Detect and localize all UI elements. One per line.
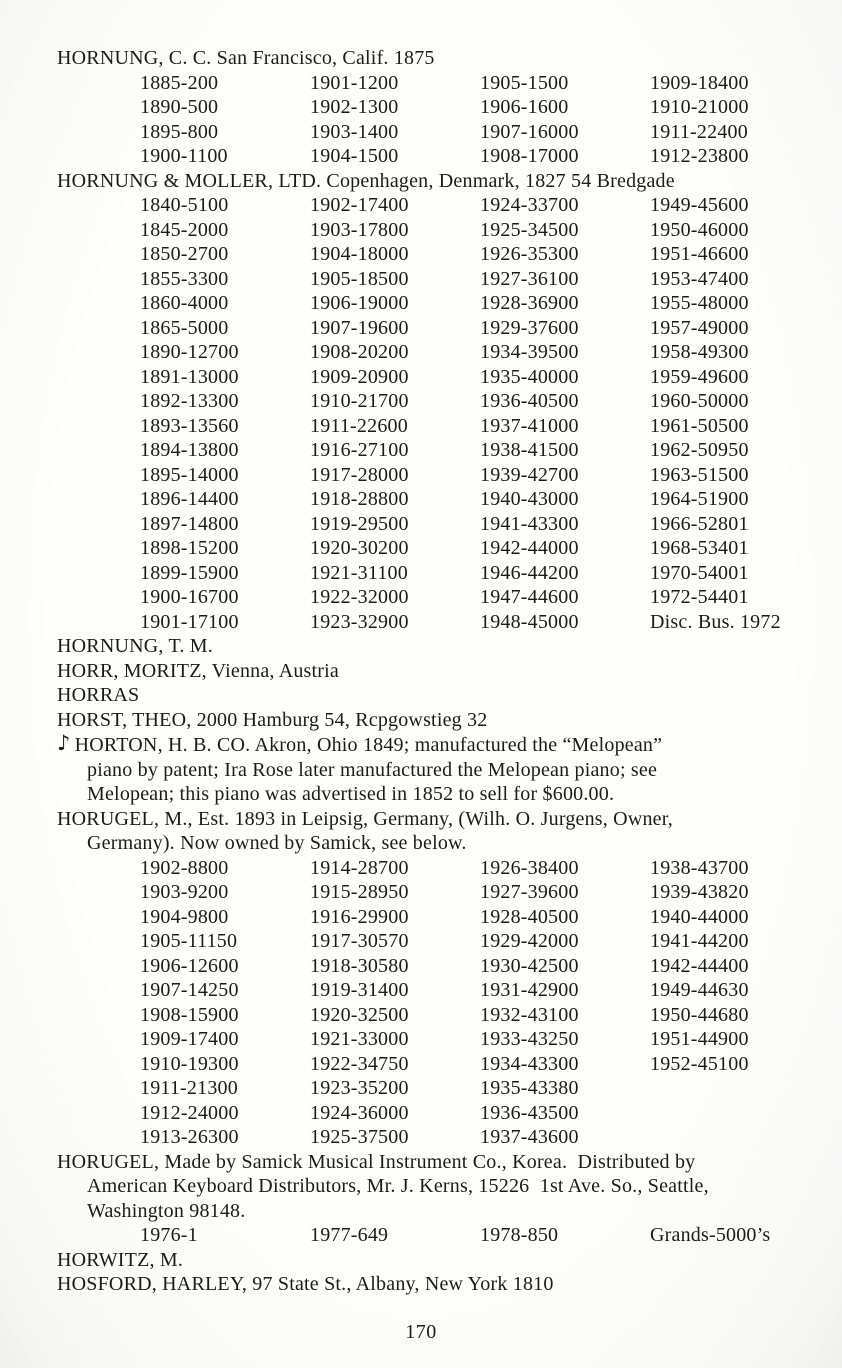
year-serial-cell: 1960-50000 — [650, 390, 749, 412]
entry-heading: HORST, THEO, 2000 Hamburg 54, Rcpgowstieg 32 — [57, 708, 488, 731]
year-serial-cell: 1938-41500 — [480, 439, 579, 461]
year-serial-cell: 1937-43600 — [480, 1126, 579, 1148]
year-serial-cell: 1860-4000 — [140, 292, 229, 314]
entry-heading-continuation: piano by patent; Ira Rose later manufactured the Melopean piano; see — [87, 758, 658, 781]
entry-heading: HOSFORD, HARLEY, 97 State St., Albany, New York 1810 — [57, 1273, 554, 1295]
year-serial-cell: 1934-39500 — [480, 341, 579, 363]
entry — [57, 46, 822, 169]
page-number: 170 — [405, 1321, 437, 1343]
year-serial-cell: 1921-33000 — [310, 1028, 409, 1050]
year-serial-cell: 1908-17000 — [480, 145, 579, 167]
table-row — [140, 414, 822, 439]
year-serial-cell: 1923-32900 — [310, 610, 409, 633]
year-serial-cell: 1845-2000 — [140, 218, 229, 241]
table-row — [140, 389, 822, 414]
year-serial-cell: 1923-35200 — [310, 1077, 409, 1099]
serial-number-table — [57, 856, 822, 1150]
year-serial-cell: 1906-12600 — [140, 954, 239, 977]
year-serial-cell: 1927-39600 — [480, 881, 579, 903]
entry-heading: ♪ HORTON, H. B. CO. Akron, Ohio 1849; manufactured the “Melopean” — [57, 731, 663, 756]
year-serial-cell: 1978-850 — [480, 1224, 559, 1246]
table-row — [140, 880, 822, 905]
entry — [57, 1272, 822, 1297]
year-serial-cell: 1941-43300 — [480, 512, 579, 535]
table-row — [140, 365, 822, 390]
table-row — [140, 1052, 822, 1077]
year-serial-cell: 1907-16000 — [480, 120, 579, 143]
entry — [57, 683, 822, 708]
year-serial-cell: 1905-11150 — [140, 930, 238, 952]
year-serial-cell: 1899-15900 — [140, 561, 239, 584]
entry-heading: HORUGEL, M., Est. 1893 in Leipsig, Germany, (Wilh. O. Jurgens, Owner, — [57, 807, 674, 830]
year-serial-cell: 1903-9200 — [140, 881, 229, 903]
year-serial-cell: 1939-42700 — [480, 463, 579, 486]
year-serial-cell: 1902-1300 — [310, 96, 399, 118]
year-serial-cell: 1938-43700 — [650, 856, 749, 879]
year-serial-cell: 1930-42500 — [480, 954, 579, 977]
entry-heading: HORWITZ, M. — [57, 1248, 184, 1271]
year-serial-cell: 1947-44600 — [480, 586, 579, 608]
year-serial-cell: 1955-48000 — [650, 292, 749, 314]
year-serial-cell: 1850-2700 — [140, 243, 229, 265]
table-row — [140, 929, 822, 954]
year-serial-cell: Disc. Bus. 1972 — [650, 610, 781, 633]
year-serial-cell: 1970-54001 — [650, 561, 749, 584]
year-serial-cell: 1936-43500 — [480, 1101, 579, 1124]
year-serial-cell: 1936-40500 — [480, 390, 579, 412]
year-serial-cell: 1950-44680 — [650, 1003, 749, 1026]
year-serial-cell: 1840-5100 — [140, 194, 229, 216]
year-serial-cell: 1926-35300 — [480, 243, 579, 265]
year-serial-cell: 1922-32000 — [310, 586, 409, 608]
entry — [57, 169, 822, 635]
entry-heading-continuation: Germany). Now owned by Samick, see below. — [87, 832, 467, 854]
entry-heading-continuation: Washington 98148. — [87, 1199, 246, 1222]
year-serial-cell: 1909-17400 — [140, 1028, 239, 1050]
year-serial-cell: 1950-46000 — [650, 218, 749, 241]
table-row — [140, 610, 822, 635]
year-serial-cell: 1900-16700 — [140, 586, 239, 608]
year-serial-cell: Grands-5000’s — [650, 1224, 771, 1246]
table-row — [140, 242, 822, 267]
year-serial-cell: 1901-17100 — [140, 610, 239, 633]
year-serial-cell: 1918-30580 — [310, 954, 409, 977]
year-serial-cell: 1909-18400 — [650, 71, 749, 94]
year-serial-cell: 1903-1400 — [310, 120, 399, 143]
year-serial-cell: 1892-13300 — [140, 390, 239, 412]
year-serial-cell: 1932-43100 — [480, 1003, 579, 1026]
year-serial-cell: 1966-52801 — [650, 512, 749, 535]
year-serial-cell: 1918-28800 — [310, 488, 409, 510]
year-serial-cell: 1902-8800 — [140, 856, 229, 879]
year-serial-cell: 1909-20900 — [310, 365, 409, 388]
year-serial-cell: 1910-19300 — [140, 1052, 239, 1075]
table-row — [140, 536, 822, 561]
table-row — [140, 438, 822, 463]
table-row — [140, 1223, 822, 1248]
year-serial-cell: 1911-21300 — [140, 1077, 238, 1099]
table-row — [140, 856, 822, 881]
year-serial-cell: 1855-3300 — [140, 267, 229, 290]
year-serial-cell: 1946-44200 — [480, 561, 579, 584]
year-serial-cell: 1921-31100 — [310, 561, 408, 584]
year-serial-cell: 1905-1500 — [480, 71, 569, 94]
year-serial-cell: 1977-649 — [310, 1224, 389, 1246]
year-serial-cell: 1912-24000 — [140, 1101, 239, 1124]
year-serial-cell: 1917-30570 — [310, 930, 409, 952]
year-serial-cell: 1919-31400 — [310, 979, 409, 1001]
year-serial-cell: 1911-22400 — [650, 120, 748, 143]
year-serial-cell: 1910-21000 — [650, 96, 749, 118]
year-serial-cell: 1902-17400 — [310, 194, 409, 216]
entry — [57, 1248, 822, 1273]
year-serial-cell: 1885-200 — [140, 71, 219, 94]
entry-heading: HORRAS — [57, 684, 140, 706]
year-serial-cell: 1962-50950 — [650, 439, 749, 461]
table-row — [140, 267, 822, 292]
year-serial-cell: 1976-1 — [140, 1224, 198, 1246]
year-serial-cell: 1928-40500 — [480, 905, 579, 928]
year-serial-cell: 1917-28000 — [310, 463, 409, 486]
year-serial-cell: 1919-29500 — [310, 512, 409, 535]
year-serial-cell: 1931-42900 — [480, 979, 579, 1001]
year-serial-cell: 1924-36000 — [310, 1101, 409, 1124]
year-serial-cell: 1964-51900 — [650, 488, 749, 510]
year-serial-cell: 1920-32500 — [310, 1003, 409, 1026]
year-serial-cell: 1891-13000 — [140, 365, 239, 388]
year-serial-cell: 1913-26300 — [140, 1126, 239, 1148]
table-row — [140, 463, 822, 488]
year-serial-cell: 1925-37500 — [310, 1126, 409, 1148]
year-serial-cell: 1910-21700 — [310, 390, 409, 412]
entry — [57, 634, 822, 659]
table-row — [140, 316, 822, 341]
year-serial-cell: 1939-43820 — [650, 881, 749, 903]
table-row — [140, 218, 822, 243]
year-serial-cell: 1949-44630 — [650, 979, 749, 1001]
entry-heading: HORUGEL, Made by Samick Musical Instrument Co., Korea. Distributed by — [57, 1150, 696, 1173]
year-serial-cell: 1908-20200 — [310, 341, 409, 363]
year-serial-cell: 1912-23800 — [650, 145, 749, 167]
year-serial-cell: 1894-13800 — [140, 439, 239, 461]
year-serial-cell: 1908-15900 — [140, 1003, 239, 1026]
year-serial-cell: 1890-500 — [140, 96, 219, 118]
table-row — [140, 120, 822, 145]
year-serial-cell: 1907-14250 — [140, 979, 239, 1001]
entry-heading: HORNUNG & MOLLER, LTD. Copenhagen, Denmark, 1827 54 Bredgade — [57, 169, 675, 192]
year-serial-cell — [650, 1125, 822, 1150]
year-serial-cell: 1898-15200 — [140, 537, 239, 559]
year-serial-cell: 1900-1100 — [140, 145, 228, 167]
year-serial-cell: 1958-49300 — [650, 341, 749, 363]
year-serial-cell: 1937-41000 — [480, 414, 579, 437]
year-serial-cell: 1948-45000 — [480, 610, 579, 633]
year-serial-cell: 1972-54401 — [650, 586, 749, 608]
year-serial-cell: 1924-33700 — [480, 194, 579, 216]
year-serial-cell: 1904-18000 — [310, 243, 409, 265]
year-serial-cell: 1957-49000 — [650, 316, 749, 339]
year-serial-cell: 1963-51500 — [650, 463, 749, 486]
entry-heading: HORR, MORITZ, Vienna, Austria — [57, 659, 339, 682]
table-row — [140, 193, 822, 218]
year-serial-cell: 1897-14800 — [140, 512, 239, 535]
year-serial-cell: 1916-27100 — [310, 439, 409, 461]
entry-heading-continuation: American Keyboard Distributors, Mr. J. Kerns, 15226 1st Ave. So., Seattle, — [87, 1175, 709, 1197]
table-row — [140, 978, 822, 1003]
table-row — [140, 291, 822, 316]
entry-heading: HORNUNG, C. C. San Francisco, Calif. 1875 — [57, 47, 435, 69]
year-serial-cell: 1911-22600 — [310, 414, 408, 437]
year-serial-cell: 1941-44200 — [650, 930, 749, 952]
year-serial-cell: 1934-43300 — [480, 1052, 579, 1075]
year-serial-cell: 1906-19000 — [310, 292, 409, 314]
year-serial-cell — [650, 1101, 822, 1126]
year-serial-cell: 1940-44000 — [650, 905, 749, 928]
music-note-icon: ♪ — [57, 731, 71, 755]
year-serial-cell: 1942-44000 — [480, 537, 579, 559]
table-row — [140, 1027, 822, 1052]
year-serial-cell: 1929-37600 — [480, 316, 579, 339]
year-serial-cell: 1949-45600 — [650, 194, 749, 216]
year-serial-cell: 1927-36100 — [480, 267, 579, 290]
year-serial-cell: 1906-1600 — [480, 96, 569, 118]
year-serial-cell: 1890-12700 — [140, 341, 239, 363]
year-serial-cell: 1925-34500 — [480, 218, 579, 241]
serial-number-table — [57, 193, 822, 634]
year-serial-cell: 1920-30200 — [310, 537, 409, 559]
year-serial-cell: 1935-43380 — [480, 1077, 579, 1099]
entry — [57, 732, 822, 807]
year-serial-cell: 1940-43000 — [480, 488, 579, 510]
year-serial-cell: 1928-36900 — [480, 292, 579, 314]
year-serial-cell: 1895-800 — [140, 120, 219, 143]
year-serial-cell: 1916-29900 — [310, 905, 409, 928]
year-serial-cell: 1915-28950 — [310, 881, 409, 903]
year-serial-cell: 1901-1200 — [310, 71, 399, 94]
table-row — [140, 71, 822, 96]
table-row — [140, 95, 822, 120]
year-serial-cell: 1893-13560 — [140, 414, 239, 437]
year-serial-cell: 1896-14400 — [140, 488, 239, 510]
year-serial-cell: 1903-17800 — [310, 218, 409, 241]
serial-number-table — [57, 1223, 822, 1248]
entry — [57, 708, 822, 733]
table-row — [140, 1101, 822, 1126]
year-serial-cell: 1968-53401 — [650, 537, 749, 559]
table-row — [140, 585, 822, 610]
table-row — [140, 905, 822, 930]
year-serial-cell: 1895-14000 — [140, 463, 239, 486]
year-serial-cell: 1951-44900 — [650, 1028, 749, 1050]
entry-heading-continuation: Melopean; this piano was advertised in 1852 to sell for $600.00. — [87, 783, 615, 805]
table-row — [140, 1076, 822, 1101]
year-serial-cell — [650, 1076, 822, 1101]
year-serial-cell: 1961-50500 — [650, 414, 749, 437]
year-serial-cell: 1935-40000 — [480, 365, 579, 388]
table-row — [140, 340, 822, 365]
table-row — [140, 1125, 822, 1150]
year-serial-cell: 1922-34750 — [310, 1052, 409, 1075]
year-serial-cell: 1953-47400 — [650, 267, 749, 290]
year-serial-cell: 1959-49600 — [650, 365, 749, 388]
entry — [57, 659, 822, 684]
table-row — [140, 561, 822, 586]
year-serial-cell: 1905-18500 — [310, 267, 409, 290]
entry-heading: HORNUNG, T. M. — [57, 635, 213, 657]
year-serial-cell: 1942-44400 — [650, 954, 749, 977]
entry — [57, 807, 822, 1150]
table-row — [140, 487, 822, 512]
table-row — [140, 512, 822, 537]
table-row — [140, 144, 822, 169]
year-serial-cell: 1926-38400 — [480, 856, 579, 879]
year-serial-cell: 1914-28700 — [310, 856, 409, 879]
year-serial-cell: 1865-5000 — [140, 316, 229, 339]
table-row — [140, 1003, 822, 1028]
year-serial-cell: 1951-46600 — [650, 243, 749, 265]
year-serial-cell: 1904-1500 — [310, 145, 399, 167]
year-serial-cell: 1933-43250 — [480, 1028, 579, 1050]
serial-number-table — [57, 71, 822, 169]
year-serial-cell: 1907-19600 — [310, 316, 409, 339]
year-serial-cell: 1952-45100 — [650, 1052, 749, 1075]
table-row — [140, 954, 822, 979]
entry — [57, 1150, 822, 1248]
year-serial-cell: 1904-9800 — [140, 905, 229, 928]
year-serial-cell: 1929-42000 — [480, 930, 579, 952]
